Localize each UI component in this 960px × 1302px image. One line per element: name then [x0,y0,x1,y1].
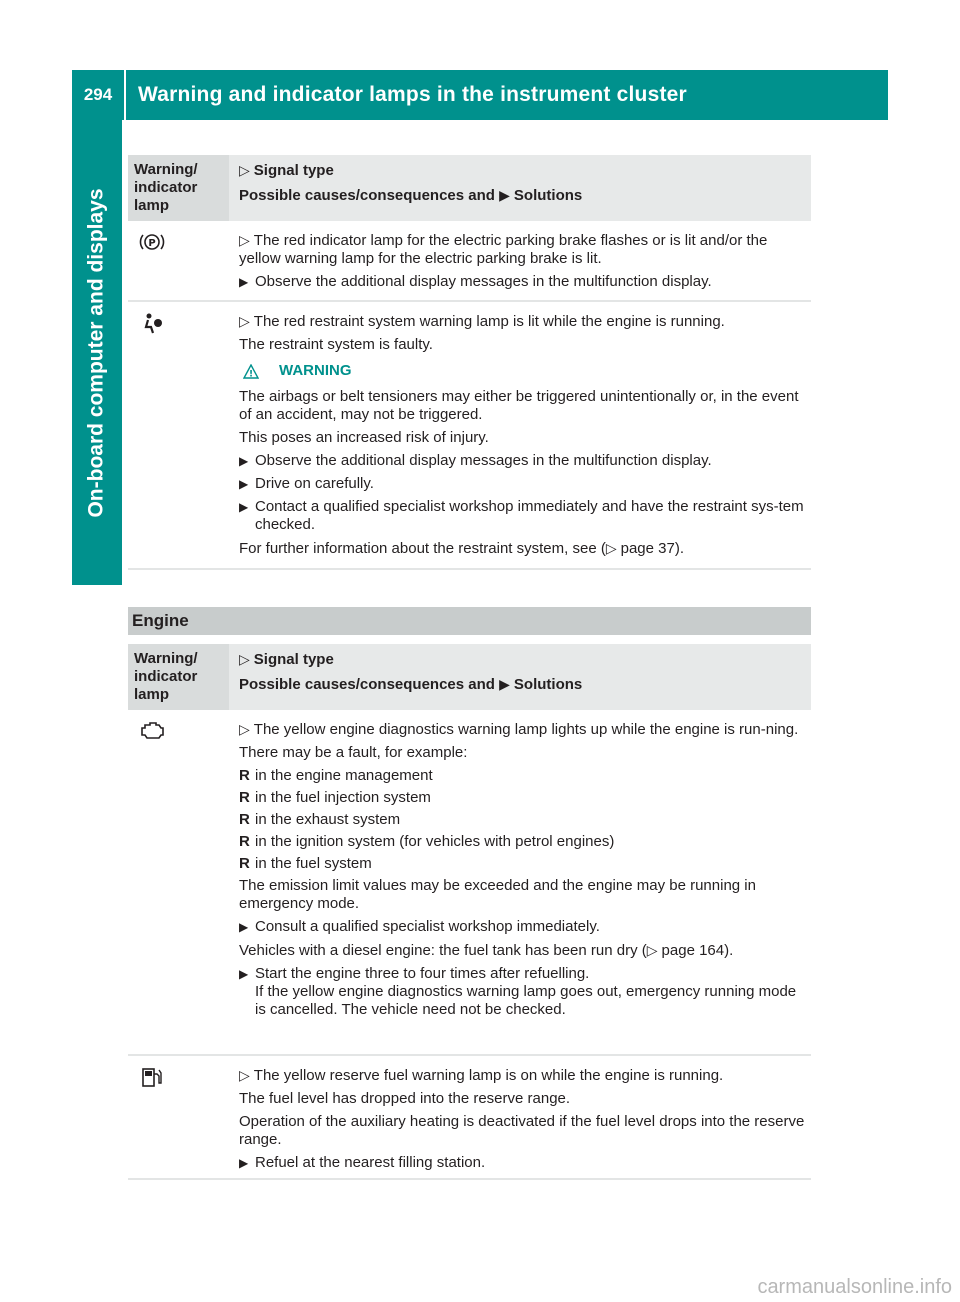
chapter-title: On-board computer and displays [85,187,108,518]
reserve-fuel-lamp-icon [138,1066,166,1088]
signal-type-icon: ▷ [239,313,250,329]
action-step: ▶ Contact a qualified specialist workshop immediately and have the restraint sys-tem checked. [239,498,804,533]
page-header [72,70,888,120]
signal-type-icon: ▷ [239,651,250,667]
page-ref-icon: ▷ [646,942,658,958]
list-item: R in the exhaust system [239,811,401,828]
fault-text: The restraint system is faulty. [239,336,433,353]
emission-text: The emission limit values may be exceeded and the engine may be running in emergency mode. [239,877,756,912]
action-arrow-icon: ▶ [239,1156,249,1170]
column-header-signal: ▷ Signal type Possible causes/consequences and ▶ Solutions [239,162,583,204]
chapter-side-tab [72,120,122,585]
action-step: ▶ Observe the additional display messages in the multifunction display. [239,452,712,469]
warning-heading: ! WARNING [243,362,805,380]
fault-intro: There may be a fault, for example: [239,744,468,761]
table-header [128,155,811,221]
action-arrow-icon: ▶ [239,967,249,981]
table-row: ▷ The yellow reserve fuel warning lamp is on while the engine is running. The fuel level has dropped into the reserve range. Operation of the auxiliary heating is deactivated if the fuel level drops into the reserve range. ▶ Refuel at the nearest filling station. [128,1056,811,1180]
list-item: R in the engine management [239,767,433,784]
parking-brake-lamp-icon [138,231,166,253]
list-item: R in the ignition system (for vehicles with petrol engines) [239,833,615,850]
solutions-arrow-icon: ▶ [499,187,510,203]
action-step: ▶ Observe the additional display messages in the multifunction display. [239,273,712,290]
action-arrow-icon: ▶ [239,477,249,491]
action-arrow-icon: ▶ [239,275,249,289]
page-reference-link[interactable]: page 37). [620,540,684,557]
section-title-engine: Engine [128,607,811,635]
warning-text: The airbags or belt tensioners may either be triggered unintentionally or, in the event of an accident, may not be triggered. [239,388,799,423]
action-step: ▶ Drive on carefully. [239,475,374,492]
diesel-text: Vehicles with a diesel engine: the fuel tank has been run dry (▷ page 164). [239,942,734,959]
solutions-arrow-icon: ▶ [499,676,510,692]
column-header-lamp: Warning/ indicator lamp [128,644,229,710]
svg-text:P: P [148,238,156,249]
restraint-system-lamp-icon [138,312,166,334]
column-header-lamp: Warning/ indicator lamp [128,155,229,221]
table-row: P ▷ The red indicator lamp for the electric parking brake flashes or is lit and/or the yellow warning lamp for the electric parking brake is lit. ▶ Observe the additional display messages in the multifunction display. [128,221,811,302]
brake-restraint-table [128,155,811,570]
signal-type-icon: ▷ [239,1067,250,1083]
risk-text: This poses an increased risk of injury. [239,429,489,446]
engine-diagnostics-lamp-icon [138,720,166,742]
aux-heating-text: Operation of the auxiliary heating is deactivated if the fuel level drops into the reserve range. [239,1113,805,1148]
action-step: ▶ Consult a qualified specialist workshop immediately. [239,918,600,935]
list-item: R in the fuel injection system [239,789,431,806]
engine-table [128,644,811,1180]
table-row: ▷ The red restraint system warning lamp is lit while the engine is running. The restraint system is faulty. ! WARNING The airbags or belt tensioners may either be triggered unintentionally or, in the event of an accident, may not be triggered. This poses an increased risk of injury. ▶ Observe the additional display messages in the multifunction display. ▶ Drive on carefully. ▶ Contact a qualified specialist workshop immediately and have the restraint sys-tem checked. For further information about the restraint system, see (▷ page 37). [128,302,811,570]
table-header [128,644,811,710]
warning-triangle-icon [243,364,259,379]
action-step: ▶ Start the engine three to four times after refuelling. If the yellow engine diagnostics warning lamp goes out, emergency running mode is cancelled. The vehicle need not be checked. [239,965,797,1018]
page-reference-link[interactable]: page 164). [661,942,734,959]
list-item: R in the fuel system [239,855,372,872]
action-arrow-icon: ▶ [239,500,249,514]
action-arrow-icon: ▶ [239,920,249,934]
signal-type-icon: ▷ [239,162,250,178]
page-number: 294 [72,70,126,120]
page-title: Warning and indicator lamps in the instrument cluster [138,83,687,106]
further-info: For further information about the restraint system, see (▷ page 37). [239,540,684,557]
action-arrow-icon: ▶ [239,454,249,468]
svg-text:!: ! [248,369,254,379]
signal-type-icon: ▷ [239,721,250,737]
page-ref-icon: ▷ [605,540,617,556]
column-header-signal: ▷ Signal type Possible causes/consequences and ▶ Solutions [239,651,583,693]
signal-type-icon: ▷ [239,232,250,248]
table-row: ▷ The yellow engine diagnostics warning lamp lights up while the engine is run-ning. There may be a fault, for example: R in the engine management R in the fuel injection system R in the exhaust system R in the ignition system (for vehicles with petrol engines) R in the fuel system The emission limit values may be exceeded and the engine may be running in emergency mode. ▶ Consult a qualified specialist workshop immediately. Vehicles with a diesel engine: the fuel tank has been run dry (▷ page 164). ▶ Start the engine three to four times after refuelling. If the yellow engine diagnostics warning lamp goes out, emergency running mode is cancelled. The vehicle need not be checked. [128,710,811,1056]
footer-watermark: carmanualsonline.info [757,1276,952,1298]
fuel-level-text: The fuel level has dropped into the reserve range. [239,1090,571,1107]
action-step: ▶ Refuel at the nearest filling station. [239,1154,486,1171]
